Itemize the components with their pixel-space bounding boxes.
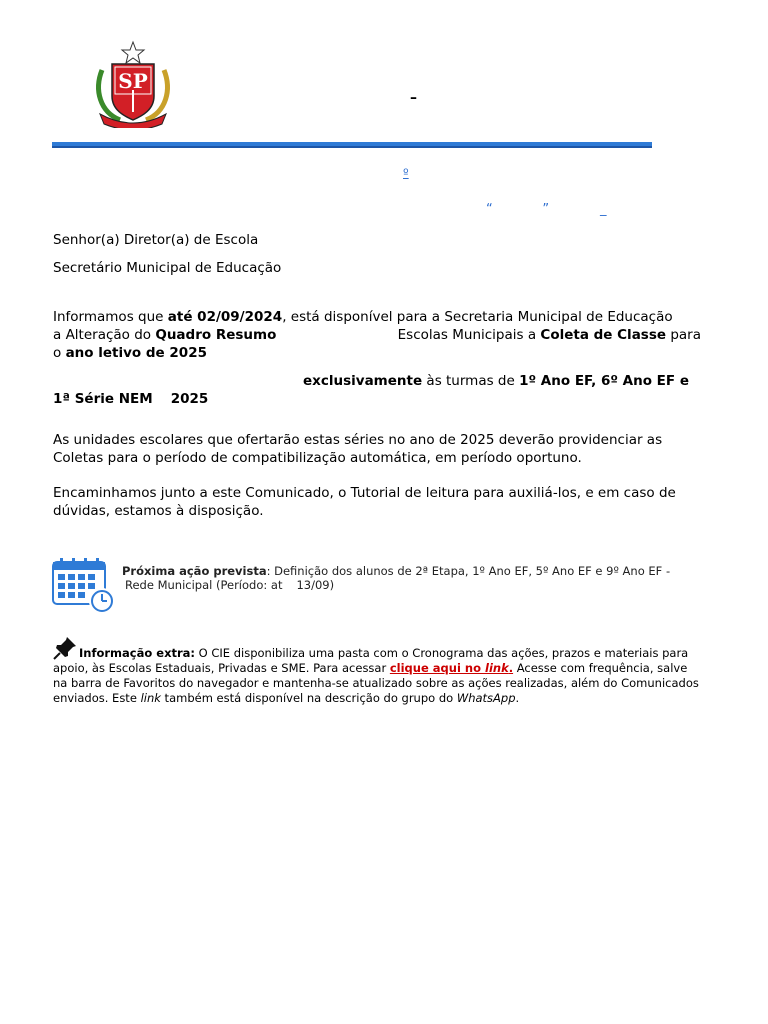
extra-info-label: Informação extra: <box>79 646 196 660</box>
para2-year: 2025 <box>170 391 209 407</box>
extra-info-whatsapp: WhatsApp <box>456 691 516 705</box>
close-quote: ” <box>542 202 550 217</box>
extra-info-link-word: link <box>140 691 161 705</box>
paragraph-announcement <box>53 308 701 362</box>
para2-exclusively: exclusivamente <box>303 373 423 389</box>
next-action-label: Próxima ação prevista <box>122 564 267 578</box>
para2-line-1 <box>53 372 701 390</box>
para2-grades: 1º Ano EF, 6º Ano EF e <box>519 373 689 389</box>
paragraph-tutorial: Encaminhamos junto a este Comunicado, o Tutorial de leitura para auxiliá-los, e em caso de dúvidas, estamos à disposição. <box>53 485 676 519</box>
header-dash: – <box>410 90 417 106</box>
extra-info-text-6: . <box>515 691 520 705</box>
next-action-text-3: 13/09) <box>296 578 335 592</box>
para2-text-1: às turmas de <box>422 373 520 389</box>
next-action-text-2: Rede Municipal (Período: at <box>125 578 283 592</box>
para2-line-2 <box>53 390 701 408</box>
extra-info-note <box>53 646 705 706</box>
cronograma-link[interactable]: clique aqui no link. <box>389 661 514 675</box>
para1-text-3: a Alteração do <box>53 327 156 343</box>
open-quote: “ <box>486 202 493 217</box>
para1-coleta-classe: Coleta de Classe <box>540 327 667 343</box>
para1-line-3 <box>53 344 701 362</box>
para1-text-2: , está disponível para a Secretaria Municipal de Educação <box>282 309 673 325</box>
next-action-text: : Definição dos alunos de 2ª Etapa, 1º Ano EF, 5º Ano EF e 9º Ano EF - <box>266 564 671 578</box>
para1-line-1 <box>53 308 701 326</box>
salutation: Senhor(a) Diretor(a) de Escola <box>53 232 259 248</box>
para1-text-6: o <box>53 345 66 361</box>
extra-info-text-2: Acesse com frequência, salve na barra de Favoritos do navegador e mantenha-se atualizado sobre as ações realizadas, além do Comunicados enviados. Este <box>53 661 699 705</box>
header-ordinal-mark: º <box>403 166 409 180</box>
para1-deadline: até 02/09/2024 <box>167 309 283 325</box>
svg-text:SP: SP <box>118 69 148 93</box>
paragraph-schools: As unidades escolares que ofertarão estas séries no ano de 2025 deverão providenciar as Coletas para o período de compatibilização automática, em período oportuno. <box>53 432 663 466</box>
para1-text-4: Escolas Municipais a <box>397 327 541 343</box>
sao-paulo-coat-of-arms-logo <box>92 40 174 128</box>
secretary-line: Secretário Municipal de Educação <box>53 260 282 276</box>
para2-serie-nem: 1ª Série NEM <box>53 391 153 407</box>
para1-text-1: Informamos que <box>53 309 168 325</box>
para1-quadro-resumo: Quadro Resumo <box>155 327 277 343</box>
header-divider <box>52 142 652 148</box>
header-underscore: _ <box>600 202 607 217</box>
para1-line-2 <box>53 326 701 344</box>
para1-school-year: ano letivo de 2025 <box>65 345 207 361</box>
next-action-note <box>122 564 707 592</box>
extra-info-text-4: também está disponível na descrição do grupo do <box>160 691 457 705</box>
extra-info-text-1: O CIE disponibiliza uma pasta com o Cronograma das ações, prazos e materiais para apoio, às Escolas Estaduais, Privadas e SME. Para acessar <box>53 646 689 675</box>
calendar-clock-icon <box>52 558 118 616</box>
header-quotes <box>486 202 549 217</box>
para1-text-5: para <box>666 327 701 343</box>
paragraph-exclusive <box>53 372 701 408</box>
